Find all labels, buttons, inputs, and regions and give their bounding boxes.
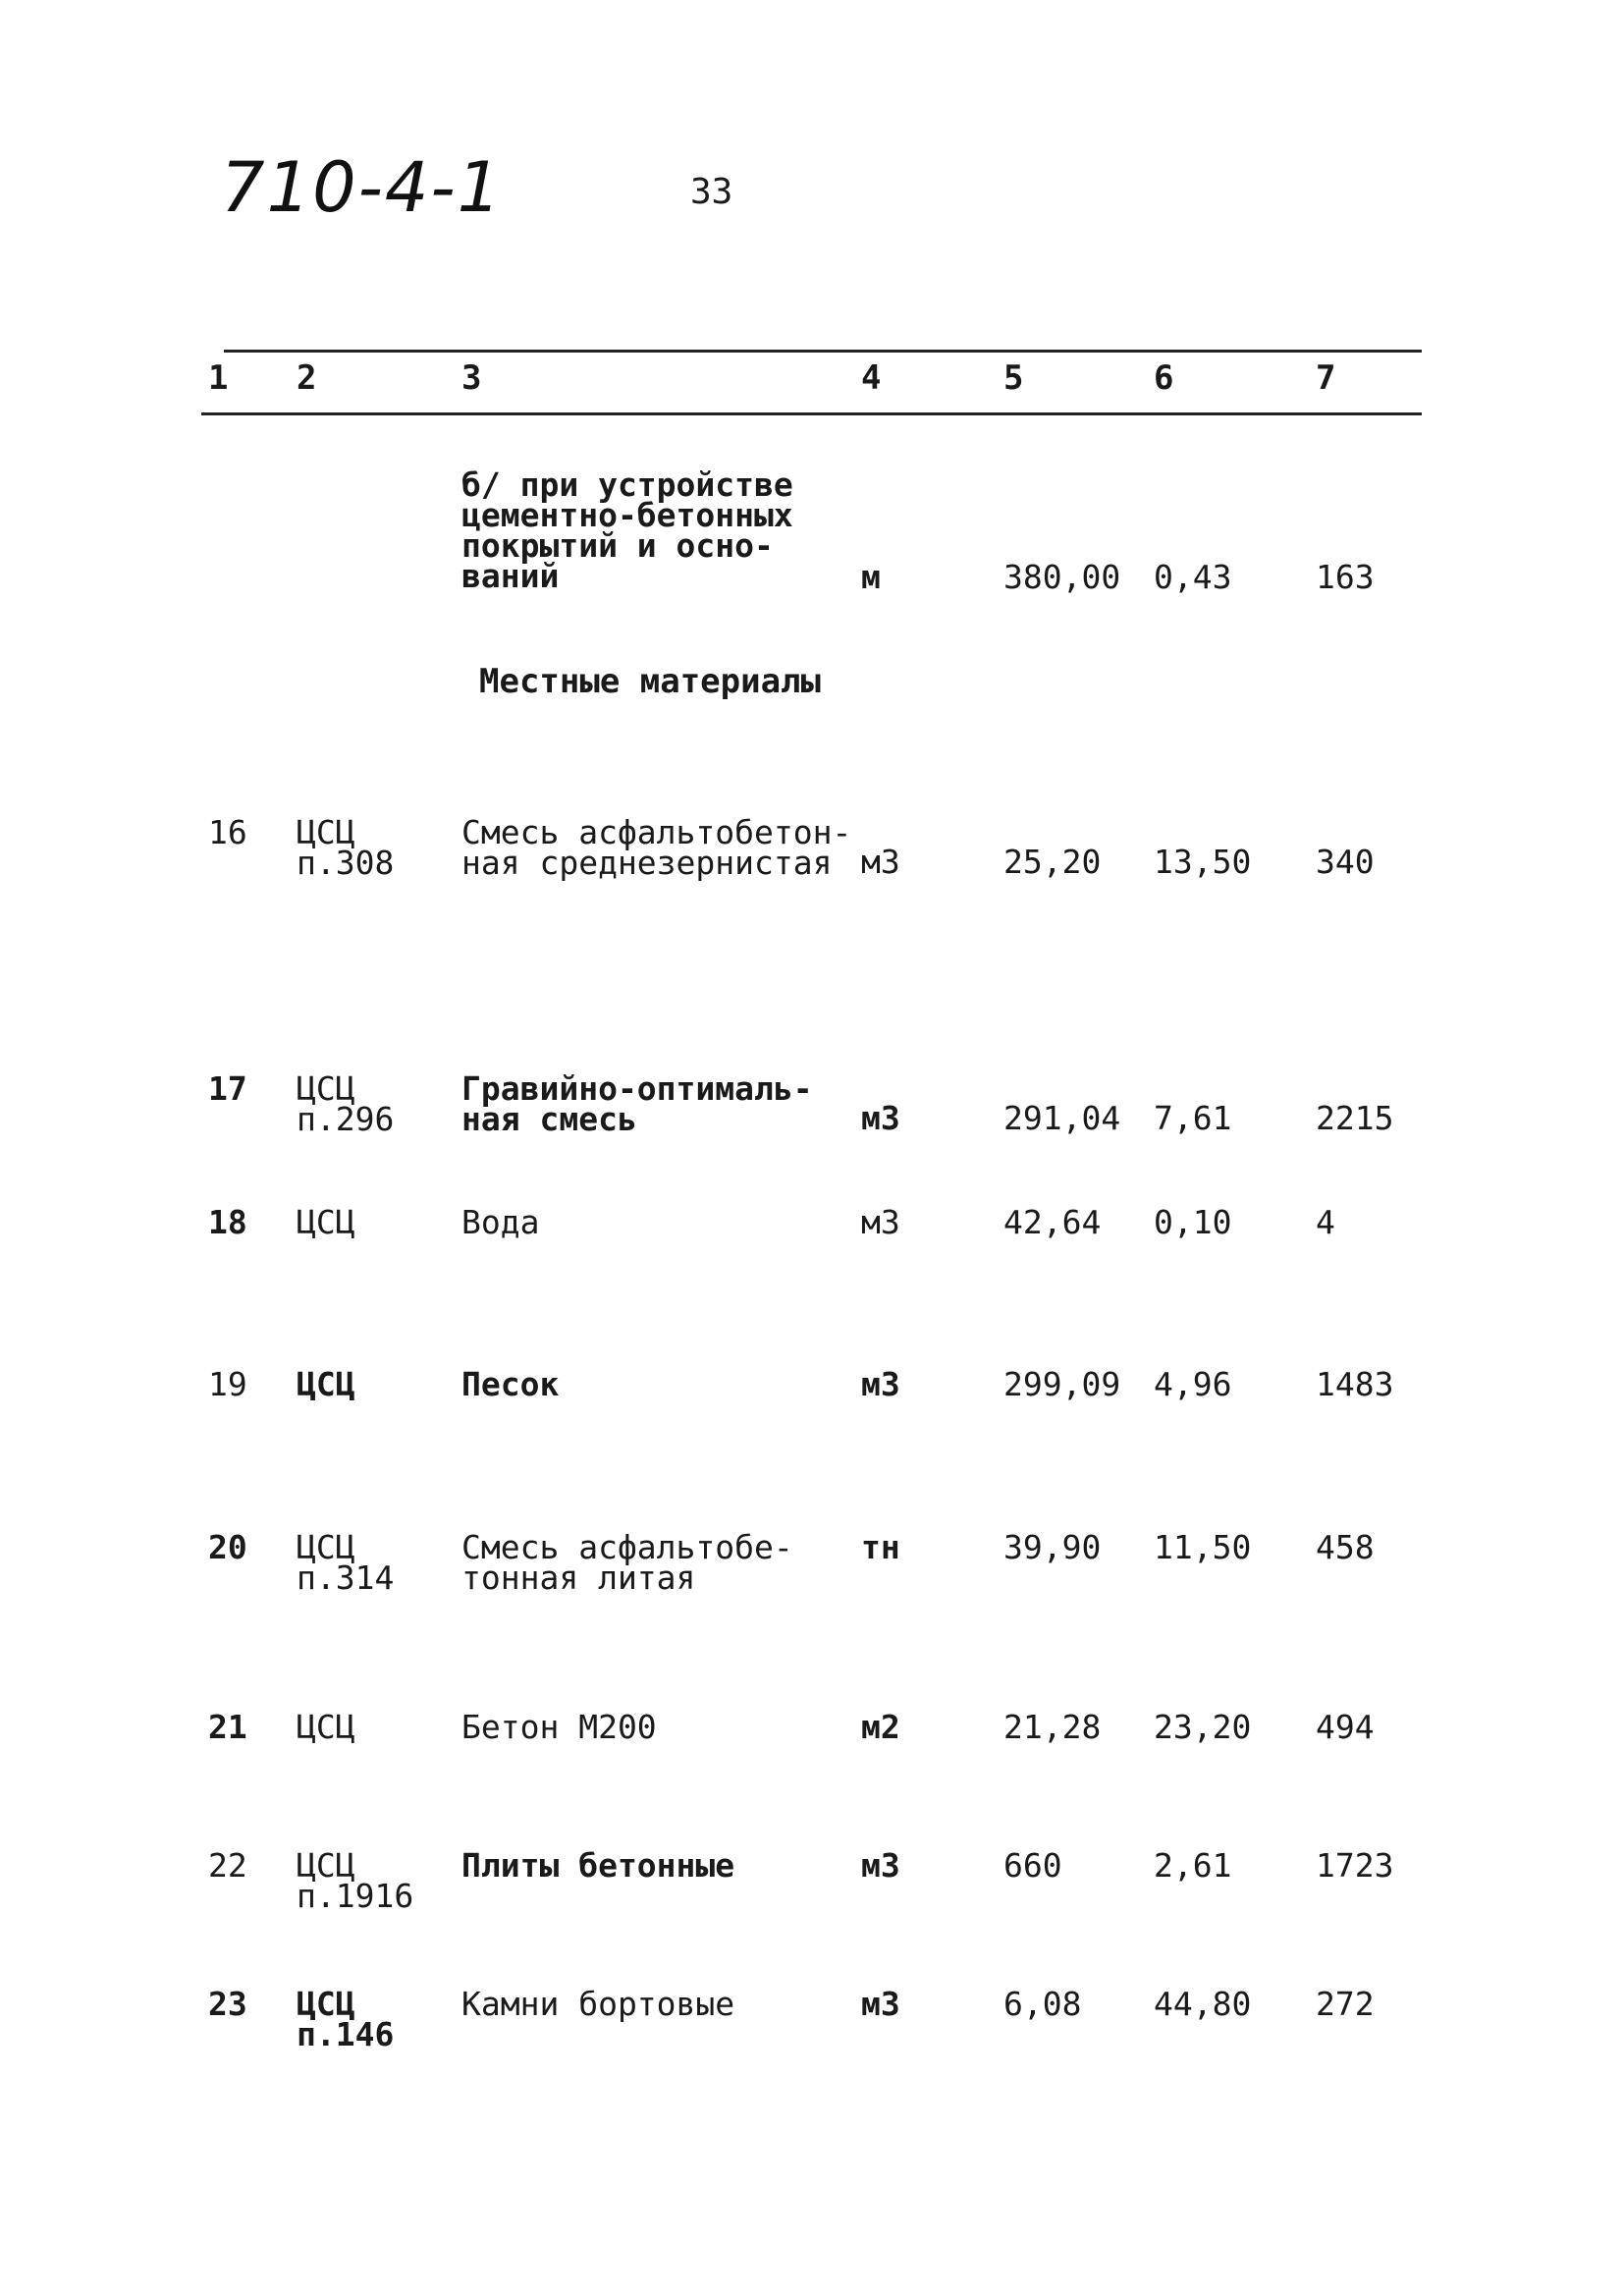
row-19-price: 4,96: [1154, 1365, 1232, 1403]
table-top-rule: [224, 350, 1422, 353]
row-17-name: Гравийно-оптималь- ная смесь: [461, 1069, 813, 1138]
row-18-qty: 42,64: [1003, 1203, 1102, 1241]
row-23-total: 272: [1316, 1985, 1375, 2023]
row-20-no: 20: [208, 1528, 247, 1566]
row-18-unit: м3: [861, 1203, 900, 1241]
row-19-ref: ЦСЦ: [297, 1365, 355, 1403]
row-16-qty: 25,20: [1003, 843, 1102, 881]
header-col-1: 1: [208, 358, 229, 398]
row-18-no: 18: [208, 1203, 247, 1241]
row-22-price: 2,61: [1154, 1846, 1232, 1885]
row-19-unit: м3: [861, 1365, 900, 1403]
row-20-qty: 39,90: [1003, 1528, 1102, 1566]
row-19-no: 19: [208, 1365, 247, 1403]
section-title: Местные материалы: [479, 662, 821, 701]
row-19-qty: 299,09: [1003, 1365, 1121, 1403]
row-16-no: 16: [208, 813, 247, 851]
row-17-no: 17: [208, 1069, 247, 1108]
page-number: 33: [690, 172, 733, 212]
row-23-qty: 6,08: [1003, 1985, 1082, 2023]
row-18-name: Вода: [461, 1203, 540, 1241]
header-col-7: 7: [1316, 358, 1336, 398]
row-23-name: Камни бортовые: [461, 1985, 735, 2023]
row-16-unit: м3: [861, 843, 900, 881]
row-17-qty: 291,04: [1003, 1099, 1121, 1137]
subsection-price: 0,43: [1154, 558, 1232, 596]
row-21-unit: м2: [861, 1708, 900, 1746]
row-20-name: Смесь асфальтобе- тонная литая: [461, 1528, 793, 1597]
row-19-total: 1483: [1316, 1365, 1394, 1403]
row-21-price: 23,20: [1154, 1708, 1252, 1746]
row-21-no: 21: [208, 1708, 247, 1746]
row-22-qty: 660: [1003, 1846, 1062, 1885]
row-16-price: 13,50: [1154, 843, 1252, 881]
header-col-3: 3: [461, 358, 482, 398]
subsection-qty: 380,00: [1003, 558, 1121, 596]
header-col-5: 5: [1003, 358, 1024, 398]
row-22-name: Плиты бетонные: [461, 1846, 735, 1885]
row-17-total: 2215: [1316, 1099, 1394, 1137]
row-21-ref: ЦСЦ: [297, 1708, 355, 1746]
header-col-6: 6: [1154, 358, 1174, 398]
row-18-price: 0,10: [1154, 1203, 1232, 1241]
row-16-ref: ЦСЦ п.308: [297, 813, 395, 882]
row-20-price: 11,50: [1154, 1528, 1252, 1566]
row-22-no: 22: [208, 1846, 247, 1885]
row-22-total: 1723: [1316, 1846, 1394, 1885]
row-20-ref: ЦСЦ п.314: [297, 1528, 395, 1597]
row-19-name: Песок: [461, 1365, 560, 1403]
row-18-ref: ЦСЦ: [297, 1203, 355, 1241]
row-22-unit: м3: [861, 1846, 900, 1885]
row-21-qty: 21,28: [1003, 1708, 1102, 1746]
row-23-price: 44,80: [1154, 1985, 1252, 2023]
row-20-unit: тн: [861, 1528, 900, 1566]
row-18-total: 4: [1316, 1203, 1335, 1241]
row-23-ref: ЦСЦ п.146: [297, 1985, 395, 2053]
header-col-4: 4: [861, 358, 882, 398]
header-col-2: 2: [297, 358, 317, 398]
row-16-name: Смесь асфальтобетон- ная среднезернистая: [461, 813, 852, 882]
row-20-total: 458: [1316, 1528, 1375, 1566]
row-21-name: Бетон М200: [461, 1708, 657, 1746]
row-22-ref: ЦСЦ п.1916: [297, 1846, 414, 1915]
subsection-description: б/ при устройстве цементно-бетонных покрытий и осно- ваний: [461, 465, 793, 595]
row-23-no: 23: [208, 1985, 247, 2023]
subsection-unit: м: [861, 558, 881, 596]
table-header-rule: [201, 412, 1422, 415]
row-17-ref: ЦСЦ п.296: [297, 1069, 395, 1138]
row-23-unit: м3: [861, 1985, 900, 2023]
document-code: 710-4-1: [221, 147, 504, 228]
row-17-unit: м3: [861, 1099, 900, 1137]
subsection-total: 163: [1316, 558, 1375, 596]
row-21-total: 494: [1316, 1708, 1375, 1746]
row-16-total: 340: [1316, 843, 1375, 881]
row-17-price: 7,61: [1154, 1099, 1232, 1137]
